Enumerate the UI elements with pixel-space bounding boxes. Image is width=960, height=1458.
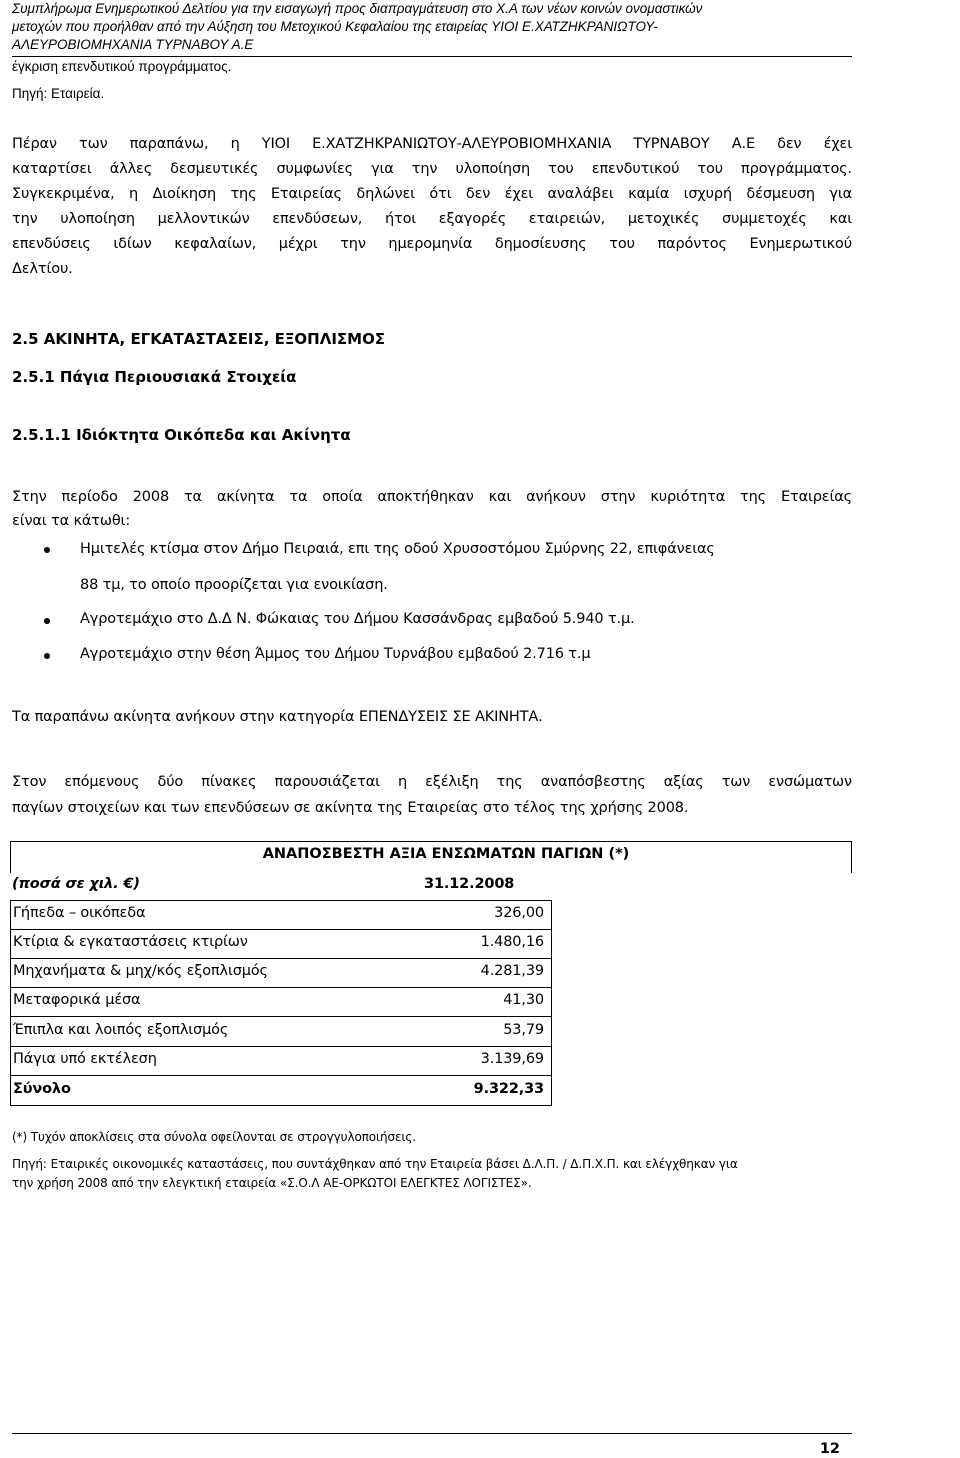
header-rule xyxy=(12,56,852,57)
table-unit-label: (ποσά σε χιλ. €) xyxy=(12,876,140,892)
header-line-1: Συμπλήρωμα Ενημερωτικού Δελτίου για την εισαγωγή προς διαπραγμάτευση στο Χ.Α των νέων κοινών ονομαστικών xyxy=(12,1,703,16)
paragraph-line: Συγκεκριμένα, η Διοίκηση της Εταιρείας δηλώνει ότι δεν έχει αναλάβει καμία ισχυρή δέσμευση για xyxy=(12,186,852,202)
bullet-item-building-cont: 88 τμ, το οποίο προορίζεται για ενοικίαση. xyxy=(80,577,388,593)
paragraph-commitments xyxy=(12,130,852,284)
paragraph-line: Δελτίου. xyxy=(12,261,73,277)
section-heading-2-5-1-1: 2.5.1.1 Ιδιόκτητα Οικόπεδα και Ακίνητα xyxy=(12,426,351,444)
rounding-footnote: (*) Τυχόν αποκλίσεις στα σύνολα οφείλονται σε στρογγυλοποιήσεις. xyxy=(12,1130,417,1144)
bullet-icon xyxy=(44,653,50,659)
table-row-label: Γήπεδα – οικόπεδα xyxy=(13,905,146,921)
table-row-value: 4.281,39 xyxy=(480,963,544,979)
table-rule xyxy=(10,1105,552,1106)
bullet-icon xyxy=(44,547,50,553)
paragraph-line: Στον επόμενους δύο πίνακες παρουσιάζεται η εξέλιξη της αναπόσβεστης αξίας των ενσώματων xyxy=(12,774,852,790)
paragraph-line: παγίων στοιχείων και των επενδύσεων σε ακίνητα της Εταιρείας στο τέλος της χρήσης 2008. xyxy=(12,800,689,816)
bullet-icon xyxy=(44,618,50,624)
table-rule xyxy=(10,1075,552,1076)
table-row-label: Έπιπλα και λοιπός εξοπλισμός xyxy=(13,1022,229,1038)
paragraph-line: Πέραν των παραπάνω, η ΥΙΟΙ Ε.ΧΑΤΖΗΚΡΑΝΙΩΤΟΥ-ΑΛΕΥΡΟΒΙΟΜΗΧΑΝΙΑ ΤΥΡΝΑΒΟΥ Α.Ε δεν έχει xyxy=(12,136,852,152)
bullet-item-fokaia-plot: Αγροτεμάχιο στο Δ.Δ Ν. Φώκαιας του Δήμου Κασσάνδρας εμβαδού 5.940 τ.μ. xyxy=(80,611,635,627)
page-number: 12 xyxy=(819,1441,840,1457)
paragraph-line: καταρτίσει άλλες δεσμευτικές συμφωνίες για την υλοποίηση του επενδυτικού του προγράμματος. xyxy=(12,161,852,177)
table-rule xyxy=(10,929,552,930)
table-rule xyxy=(551,900,552,1105)
table-row-value: 53,79 xyxy=(503,1022,544,1038)
source-footnote-line-2: την χρήση 2008 από την ελεγκτική εταιρεία «Σ.Ο.Λ ΑΕ-ΟΡΚΩΤΟΙ ΕΛΕΓΚΤΕΣ ΛΟΓΙΣΤΕΣ». xyxy=(12,1176,532,1190)
table-total-value: 9.322,33 xyxy=(473,1081,544,1097)
table-row-value: 41,30 xyxy=(503,992,544,1008)
footer-rule xyxy=(12,1433,852,1434)
paragraph-investment-category: Τα παραπάνω ακίνητα ανήκουν στην κατηγορία ΕΠΕΝΔΥΣΕΙΣ ΣΕ ΑΚΙΝΗΤΑ. xyxy=(12,709,543,725)
paragraph-tables-intro xyxy=(12,768,852,823)
header-line-3: ΑΛΕΥΡΟΒΙΟΜΗΧΑΝΙΑ ΤΥΡΝΑΒΟΥ Α.Ε xyxy=(12,37,254,52)
section-heading-2-5-1: 2.5.1 Πάγια Περιουσιακά Στοιχεία xyxy=(12,368,297,386)
table-rule xyxy=(10,958,552,959)
section-heading-2-5: 2.5 ΑΚΙΝΗΤΑ, ΕΓΚΑΤΑΣΤΑΣΕΙΣ, ΕΞΟΠΛΙΣΜΟΣ xyxy=(12,330,386,348)
paragraph-line: επενδύσεις ιδίων κεφαλαίων, μέχρι την ημερομηνία δημοσίευσης του παρόντος Ενημερωτικού xyxy=(12,236,852,252)
table-row-label: Μεταφορικά μέσα xyxy=(13,992,141,1008)
table-rule xyxy=(10,987,552,988)
table-column-header: 31.12.2008 xyxy=(424,876,515,892)
paragraph-line: την υλοποίηση μελλοντικών επενδύσεων, ήτοι εξαγορές εταιρειών, μετοχικές συμμετοχές και xyxy=(12,211,852,227)
paragraph-line: είναι τα κάτωθι: xyxy=(12,513,131,529)
table-rule xyxy=(10,900,11,1105)
table-title: ΑΝΑΠΟΣΒΕΣΤΗ ΑΞΙΑ ΕΝΣΩΜΑΤΩΝ ΠΑΓΙΩΝ (*) xyxy=(262,846,630,862)
table-row-value: 326,00 xyxy=(494,905,544,921)
table-row-label: Πάγια υπό εκτέλεση xyxy=(13,1051,157,1067)
table-row-label: Κτίρια & εγκαταστάσεις κτιρίων xyxy=(13,934,248,950)
table-rule xyxy=(10,1016,552,1017)
source-text: Πηγή: Εταιρεία. xyxy=(12,86,105,101)
paragraph-line: Στην περίοδο 2008 τα ακίνητα τα οποία αποκτήθηκαν και ανήκουν στην κυριότητα της Εταιρείας xyxy=(12,489,852,505)
table-row-label: Μηχανήματα & μηχ/κός εξοπλισμός xyxy=(13,963,268,979)
table-rule xyxy=(10,900,552,901)
table-total-label: Σύνολο xyxy=(13,1081,71,1097)
bullet-item-tyrnavos-plot: Αγροτεμάχιο στην θέση Άμμος του Δήμου Τυρνάβου εμβαδού 2.716 τ.μ xyxy=(80,646,591,662)
paragraph-properties-intro xyxy=(12,483,852,536)
approval-text: έγκριση επενδυτικού προγράμματος. xyxy=(12,59,232,74)
table-row-value: 1.480,16 xyxy=(480,934,544,950)
source-footnote-line-1: Πηγή: Εταιρικές οικονομικές καταστάσεις, που συντάχθηκαν από την Εταιρεία βάσει Δ.Λ.Π. / Δ.Π.Χ.Π. και ελέγχθηκαν για xyxy=(12,1157,738,1171)
table-row-value: 3.139,69 xyxy=(480,1051,544,1067)
table-rule xyxy=(10,1046,552,1047)
bullet-item-building: Ημιτελές κτίσμα στον Δήμο Πειραιά, επι της οδού Χρυσοστόμου Σμύρνης 22, επιφάνειας xyxy=(80,541,715,557)
header-line-2: μετοχών που προήλθαν από την Αύξηση του Μετοχικού Κεφαλαίου της εταιρείας ΥΙΟΙ Ε.ΧΑΤΖΗΚΡΑΝΙΩΤΟΥ- xyxy=(12,19,658,34)
